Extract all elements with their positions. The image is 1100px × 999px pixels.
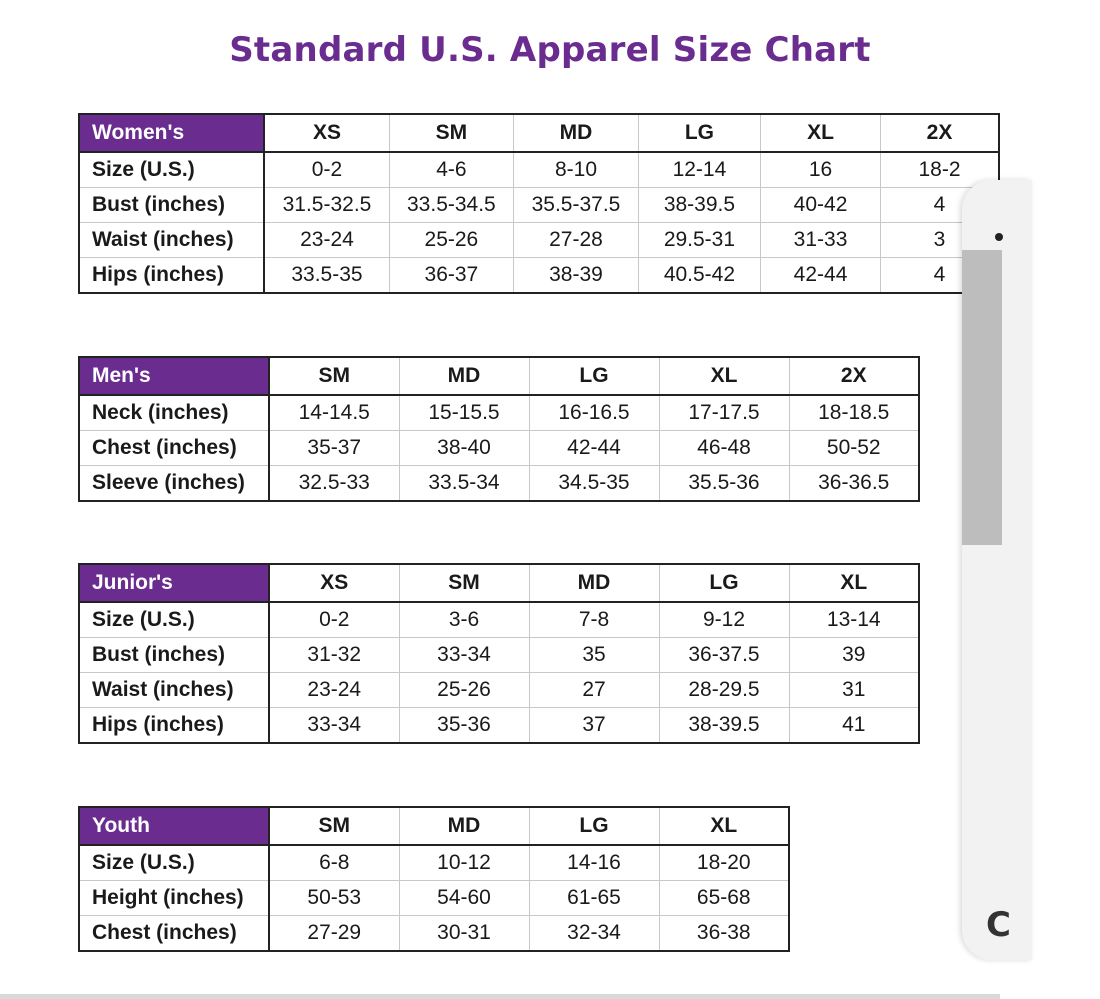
- table-cell: 36-37: [389, 258, 514, 294]
- table-cell: 23-24: [264, 223, 389, 258]
- table-cell: 54-60: [399, 881, 529, 916]
- table-cell: 39: [789, 638, 919, 673]
- dot-icon: [995, 233, 1003, 241]
- table-cell: 46-48: [659, 431, 789, 466]
- table-row: [79, 673, 919, 708]
- table-cell: 38-39: [514, 258, 639, 294]
- table-cell: 25-26: [399, 673, 529, 708]
- table-cell: 35-37: [269, 431, 399, 466]
- table-cell: 14-14.5: [269, 395, 399, 431]
- table-cell: 33.5-34: [399, 466, 529, 502]
- juniors-size-table: [78, 563, 920, 744]
- table-row: [79, 602, 919, 638]
- size-header: XL: [761, 114, 881, 152]
- table-header-row: [79, 114, 999, 152]
- table-cell: 9-12: [659, 602, 789, 638]
- row-label: Neck (inches): [79, 395, 269, 431]
- table-cell: 4: [881, 188, 1000, 223]
- table-row: [79, 223, 999, 258]
- table-cell: 17-17.5: [659, 395, 789, 431]
- table-row: [79, 881, 789, 916]
- row-label: Height (inches): [79, 881, 269, 916]
- table-cell: 27-28: [514, 223, 639, 258]
- size-header: LG: [529, 357, 659, 395]
- table-cell: 31.5-32.5: [264, 188, 389, 223]
- table-header-row: [79, 357, 919, 395]
- category-heading: Women's: [79, 114, 264, 152]
- row-label: Sleeve (inches): [79, 466, 269, 502]
- size-header: SM: [389, 114, 514, 152]
- table-cell: 31-32: [269, 638, 399, 673]
- table-cell: 23-24: [269, 673, 399, 708]
- row-label: Chest (inches): [79, 431, 269, 466]
- table-cell: 38-39.5: [659, 708, 789, 744]
- table-cell: 38-40: [399, 431, 529, 466]
- table-cell: 8-10: [514, 152, 639, 188]
- size-header: MD: [399, 357, 529, 395]
- size-header: 2X: [789, 357, 919, 395]
- table-cell: 7-8: [529, 602, 659, 638]
- table-cell: 3: [881, 223, 1000, 258]
- table-cell: 16: [761, 152, 881, 188]
- table-cell: 28-29.5: [659, 673, 789, 708]
- table-cell: 18-20: [659, 845, 789, 881]
- table-row: [79, 395, 919, 431]
- row-label: Hips (inches): [79, 258, 264, 294]
- size-header: XS: [264, 114, 389, 152]
- table-cell: 27-29: [269, 916, 399, 952]
- overlay-image-placeholder: [962, 250, 1002, 545]
- table-cell: 35.5-37.5: [514, 188, 639, 223]
- womens-size-table: [78, 113, 1000, 294]
- size-header: XL: [659, 357, 789, 395]
- table-row: [79, 466, 919, 502]
- table-cell: 37: [529, 708, 659, 744]
- table-cell: 4-6: [389, 152, 514, 188]
- table-cell: 13-14: [789, 602, 919, 638]
- table-cell: 42-44: [761, 258, 881, 294]
- table-cell: 50-52: [789, 431, 919, 466]
- table-cell: 25-26: [389, 223, 514, 258]
- row-label: Waist (inches): [79, 223, 264, 258]
- row-label: Size (U.S.): [79, 602, 269, 638]
- table-cell: 61-65: [529, 881, 659, 916]
- size-header: LG: [529, 807, 659, 845]
- table-cell: 34.5-35: [529, 466, 659, 502]
- table-row: [79, 638, 919, 673]
- table-cell: 33-34: [269, 708, 399, 744]
- table-cell: 35-36: [399, 708, 529, 744]
- table-cell: 30-31: [399, 916, 529, 952]
- table-cell: 18-18.5: [789, 395, 919, 431]
- table-cell: 33.5-34.5: [389, 188, 514, 223]
- size-header: SM: [269, 357, 399, 395]
- size-header: LG: [659, 564, 789, 602]
- table-row: [79, 188, 999, 223]
- table-cell: 4: [881, 258, 1000, 294]
- table-cell: 50-53: [269, 881, 399, 916]
- table-cell: 16-16.5: [529, 395, 659, 431]
- table-cell: 36-37.5: [659, 638, 789, 673]
- table-cell: 38-39.5: [638, 188, 760, 223]
- size-header: SM: [269, 807, 399, 845]
- table-row: [79, 708, 919, 744]
- table-row: [79, 845, 789, 881]
- table-row: [79, 916, 789, 952]
- row-label: Size (U.S.): [79, 845, 269, 881]
- row-label: Size (U.S.): [79, 152, 264, 188]
- table-cell: 10-12: [399, 845, 529, 881]
- row-label: Chest (inches): [79, 916, 269, 952]
- table-cell: 18-2: [881, 152, 1000, 188]
- overlay-glyph-text: C: [986, 905, 1011, 945]
- table-cell: 35.5-36: [659, 466, 789, 502]
- size-header: LG: [638, 114, 760, 152]
- table-cell: 33-34: [399, 638, 529, 673]
- size-header: XL: [789, 564, 919, 602]
- size-header: XS: [269, 564, 399, 602]
- table-cell: 12-14: [638, 152, 760, 188]
- mens-size-table: [78, 356, 920, 502]
- table-cell: 15-15.5: [399, 395, 529, 431]
- row-label: Waist (inches): [79, 673, 269, 708]
- page-title: Standard U.S. Apparel Size Chart: [229, 30, 871, 70]
- table-cell: 32-34: [529, 916, 659, 952]
- table-cell: 14-16: [529, 845, 659, 881]
- row-label: Bust (inches): [79, 638, 269, 673]
- table-cell: 36-36.5: [789, 466, 919, 502]
- bottom-divider: [0, 994, 1000, 999]
- table-cell: 41: [789, 708, 919, 744]
- size-header: MD: [399, 807, 529, 845]
- category-heading: Men's: [79, 357, 269, 395]
- table-cell: 6-8: [269, 845, 399, 881]
- table-cell: 32.5-33: [269, 466, 399, 502]
- table-cell: 65-68: [659, 881, 789, 916]
- table-row: [79, 258, 999, 294]
- category-heading: Junior's: [79, 564, 269, 602]
- table-cell: 0-2: [264, 152, 389, 188]
- table-cell: 42-44: [529, 431, 659, 466]
- table-cell: 29.5-31: [638, 223, 760, 258]
- table-cell: 3-6: [399, 602, 529, 638]
- table-cell: 0-2: [269, 602, 399, 638]
- table-row: [79, 152, 999, 188]
- row-label: Bust (inches): [79, 188, 264, 223]
- table-cell: 31-33: [761, 223, 881, 258]
- table-cell: 36-38: [659, 916, 789, 952]
- youth-size-table: [78, 806, 790, 952]
- table-row: [79, 431, 919, 466]
- table-cell: 27: [529, 673, 659, 708]
- category-heading: Youth: [79, 807, 269, 845]
- size-header: MD: [529, 564, 659, 602]
- row-label: Hips (inches): [79, 708, 269, 744]
- table-cell: 35: [529, 638, 659, 673]
- table-cell: 33.5-35: [264, 258, 389, 294]
- size-header: 2X: [881, 114, 1000, 152]
- table-cell: 40-42: [761, 188, 881, 223]
- size-header: SM: [399, 564, 529, 602]
- table-cell: 31: [789, 673, 919, 708]
- size-header: MD: [514, 114, 639, 152]
- table-header-row: [79, 807, 789, 845]
- size-header: XL: [659, 807, 789, 845]
- table-header-row: [79, 564, 919, 602]
- table-cell: 40.5-42: [638, 258, 760, 294]
